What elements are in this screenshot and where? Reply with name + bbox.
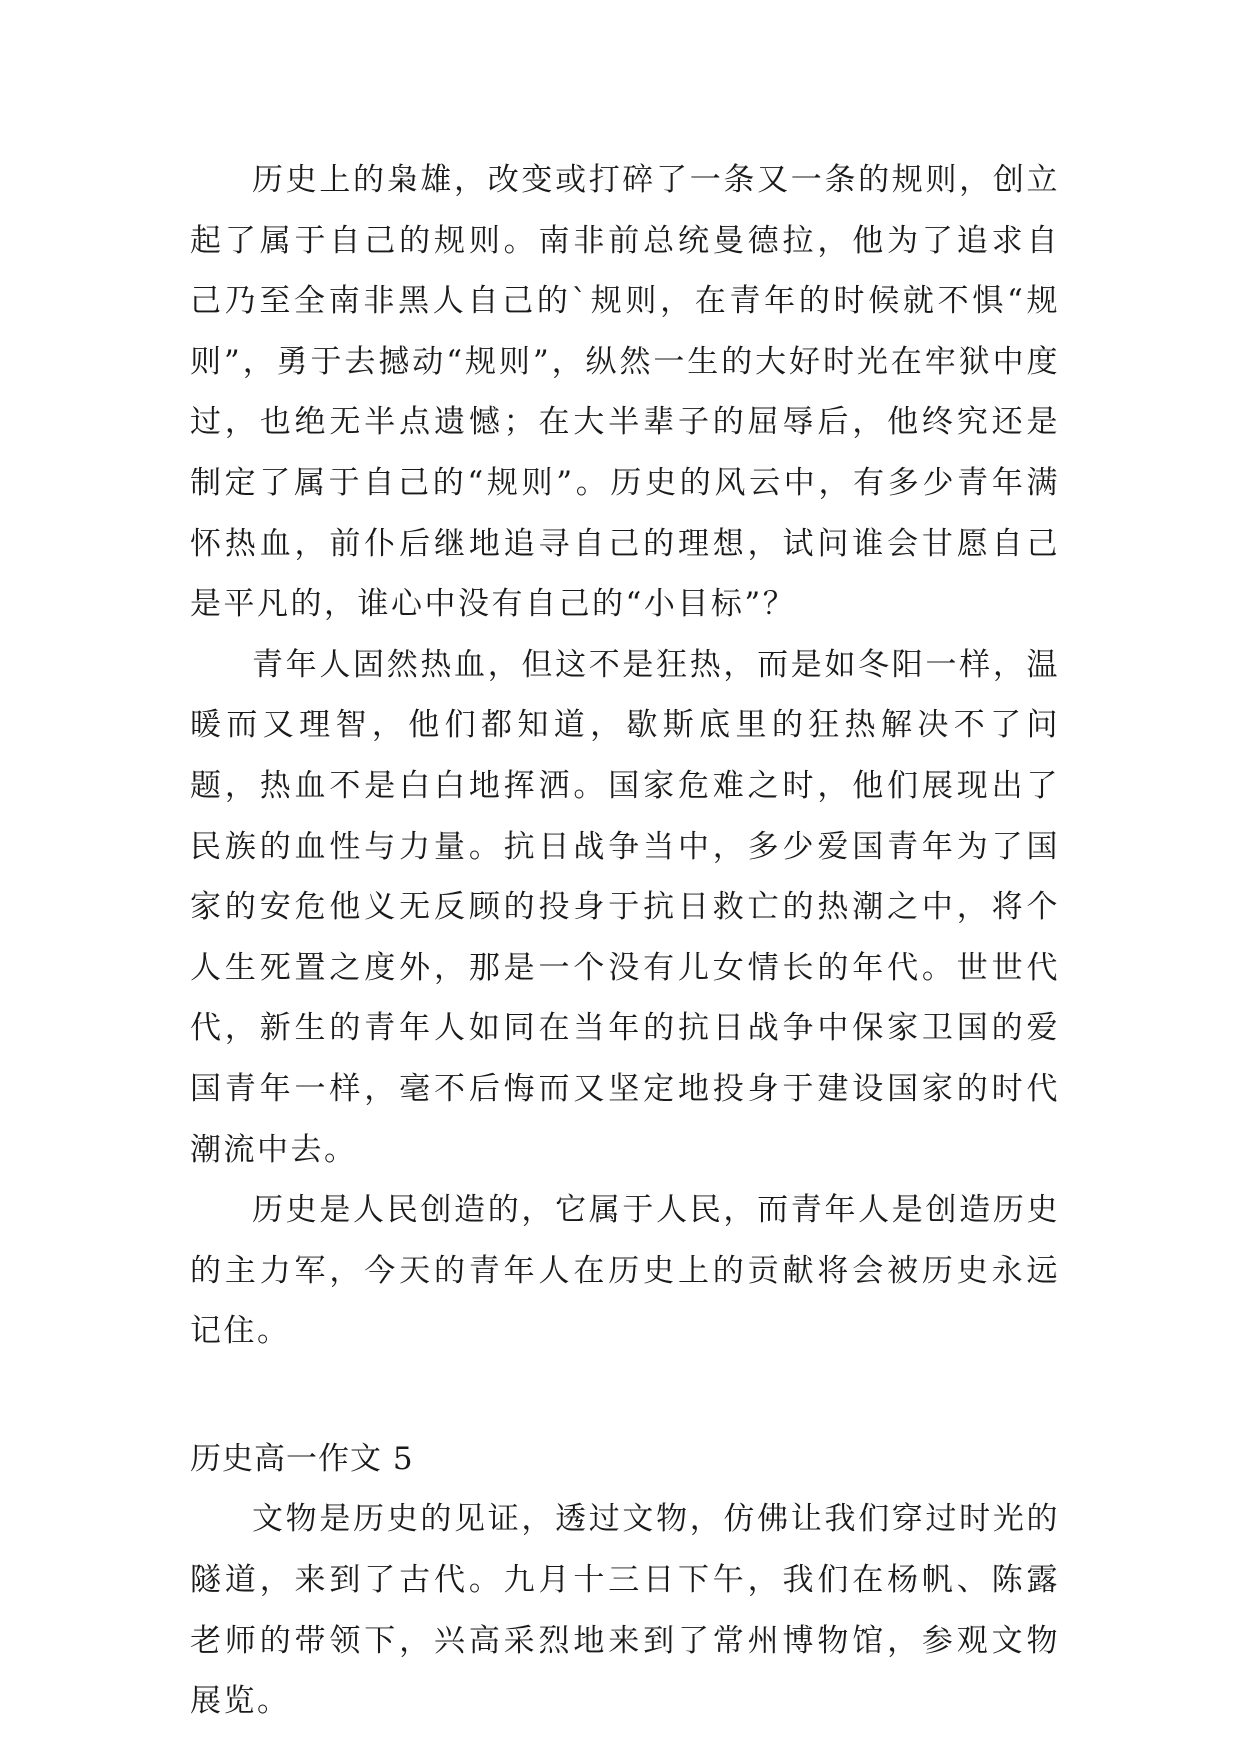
body-paragraph-3: 历史是人民创造的，它属于人民，而青年人是创造历史的主力军，今天的青年人在历史上的贡献将会被历史永远记住。 [190,1192,1060,1350]
section-heading: 历史高一作文 5 [190,1440,414,1477]
body-paragraph-1: 历史上的枭雄，改变或打碎了一条又一条的规则，创立起了属于自己的规则。南非前总统曼德拉，他为了追求自己乃至全南非黑人自己的`规则，在青年的时候就不惧“规则”，勇于去撼动“规则”，纵然一生的大好时光在牢狱中度过，也绝无半点遗憾；在大半辈子的屈辱后，他终究还是制定了属于自己的“规则”。历史的风云中，有多少青年满怀热血，前仆后继地追寻自己的理想，试问谁会甘愿自己是平凡的，谁心中没有自己的“小目标”？ [190,162,1060,623]
body-paragraph-4: 文物是历史的见证，透过文物，仿佛让我们穿过时光的隧道，来到了古代。九月十三日下午，我们在杨帆、陈露老师的带领下，兴高采烈地来到了常州博物馆，参观文物展览。 [190,1501,1060,1720]
document-page [190,150,1060,1732]
body-paragraph-2: 青年人固然热血，但这不是狂热，而是如冬阳一样，温暖而又理智，他们都知道，歇斯底里的狂热解决不了问题，热血不是白白地挥洒。国家危难之时，他们展现出了民族的血性与力量。抗日战争当中，多少爱国青年为了国家的安危他义无反顾的投身于抗日救亡的热潮之中，将个人生死置之度外，那是一个没有儿女情长的年代。世世代代，新生的青年人如同在当年的抗日战争中保家卫国的爱国青年一样，毫不后悔而又坚定地投身于建设国家的时代潮流中去。 [190,646,1060,1168]
